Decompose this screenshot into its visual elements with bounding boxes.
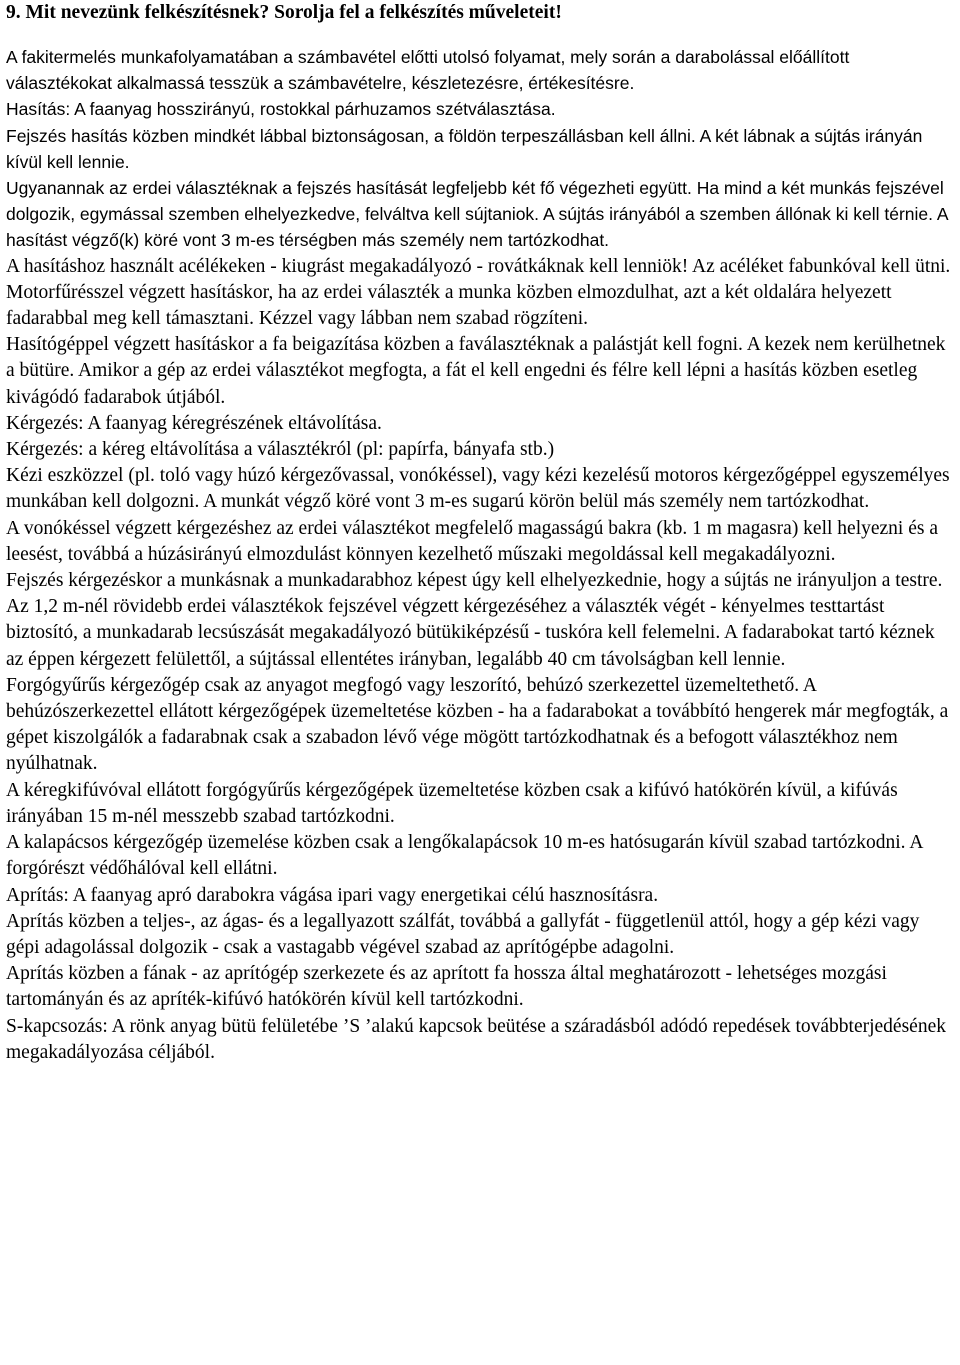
document-page [6, 0, 956, 1066]
paragraph-1: A fakitermelés munkafolyamatában a számbavétel előtti utolsó folyamat, mely során a darabolással előállított választékokat alkalmassá tesszük a számbavételre, készletezésre, értékesítésre. [6, 47, 850, 94]
answer-body [6, 44, 956, 1066]
paragraph-3: Fejszés hasítás közben mindkét lábbal biztonságosan, a földön terpeszállásban kell állni. A két lábnak a sújtás irányán kívül kell lennie. [6, 125, 923, 172]
paragraph-19: Aprítás közben a fának - az aprítógép szerkezete és az aprított fa hossza által meghatározott - lehetséges mozgási tartományán és az apríték-kifúvó hatókörén kívül kell tartózkodni. [6, 963, 887, 1011]
question-title: 9. Mit nevezünk felkészítésnek? Sorolja fel a felkészítés műveleteit! [6, 2, 562, 23]
paragraph-5: A hasításhoz használt acélékeken - kiugrást megakadályozó - rovátkáknak kell lenniök! Az acéléket fabunkóval kell ütni. [6, 255, 951, 277]
paragraph-2: Hasítás: A faanyag hosszirányú, rostokkal párhuzamos szétválasztása. [6, 99, 556, 120]
paragraph-16: A kalapácsos kérgezőgép üzemelése közben csak a lengőkalapácsok 10 m-es hatósugarán kívül szabad tartózkodni. A forgórészt védőhálóval kell ellátni. [6, 832, 923, 880]
paragraph-17: Aprítás: A faanyag apró darabokra vágása ipari vagy energetikai célú hasznosításra. [6, 884, 659, 906]
paragraph-18: Aprítás közben a teljes-, az ágas- és a legallyazott szálfát, továbbá a gallyfát - függetlenül attól, hogy a gép kézi vagy gépi adagolással dolgozik - csak a vastagabb végével szabad az aprítógépbe adagolni. [6, 910, 920, 958]
paragraph-10: Kézi eszközzel (pl. toló vagy húzó kérgezővassal, vonókéssel), vagy kézi kezelésű motoros kérgezőgéppel egyszemélyes munkában kell dolgozni. A munkát végző köré vont 3 m-es sugarú körön belül más személy nem tartózkodhat. [6, 465, 950, 513]
paragraph-20: S-kapcsozás: A rönk anyag bütü felületébe ’S ’alakú kapcsok beütése a száradásból adódó repedések továbbterjedésének megakadályozása céljából. [6, 1015, 946, 1063]
paragraph-11: A vonókéssel végzett kérgezéshez az erdei választékot megfelelő magasságú bakra (kb. 1 m magasra) kell helyezni és a leesést, továbbá a húzásirányú elmozdulást könnyen kezelhető műszaki megoldással kell megakadályozni. [6, 517, 939, 565]
paragraph-14: Forgógyűrűs kérgezőgép csak az anyagot megfogó vagy leszorító, behúzó szerkezettel üzemeltethető. A behúzószerkezettel ellátott kérgezőgépek üzemeltetése közben - ha a fadarabokat a továbbító hengerek már megfogták, a gépet kiszolgálók a fadarabnak csak a szabadon lévő vége mögött tartózkodhatnak és a befogott választékhoz nem nyúlhatnak. [6, 674, 949, 775]
paragraph-15: A kéregkifúvóval ellátott forgógyűrűs kérgezőgépek üzemeltetése közben csak a kifúvó hatókörén kívül, a kifúvás irányában 15 m-nél messzebb szabad tartózkodni. [6, 779, 898, 827]
paragraph-8: Kérgezés: A faanyag kéregrészének eltávolítása. [6, 412, 382, 434]
paragraph-9: Kérgezés: a kéreg eltávolítása a választékról (pl: papírfa, bányafa stb.) [6, 439, 555, 461]
paragraph-6: Motorfűrésszel végzett hasításkor, ha az erdei választék a munka közben elmozdulhat, azt a két oldalára helyezett fadarabbal meg kell támasztani. Kézzel vagy lábban nem szabad rögzíteni. [6, 281, 892, 330]
paragraph-13: Az 1,2 m-nél rövidebb erdei választékok fejszével végzett kérgezéséhez a választék végét - kényelmes testtartást biztosító, a munkadarab lecsúszását megakadályozó bütükiképzésű - tuskóra kell felemelni. A fadarabokat tartó kéznek az éppen kérgezett felülettől, a sújtással ellentétes irányban, legalább 40 cm távolságban kell lennie. [6, 596, 935, 670]
paragraph-12: Fejszés kérgezéskor a munkásnak a munkadarabhoz képest úgy kell elhelyezkednie, hogy a sújtás ne irányuljon a testre. [6, 570, 943, 592]
paragraph-4: Ugyanannak az erdei választéknak a fejszés hasítását legfeljebb két fő végezheti együtt. Ha mind a két munkás fejszével dolgozik, egymással szemben elhelyezkedve, felváltva kell sújtaniok. A sújtás irányából a szemben állónak ki kell térnie. A hasítást végző(k) köré vont 3 m-es térségben más személy nem tartózkodhat. [6, 178, 948, 251]
paragraph-7: Hasítógéppel végzett hasításkor a fa beigazítása közben a faválasztéknak a palástját kell fogni. A kezek nem kerülhetnek a bütüre. Amikor a gép az erdei választékot megfogta, a fát el kell engedni és félre kell lépni a hasítás közben esetleg kivágódó fadarabok útjából. [6, 334, 946, 408]
